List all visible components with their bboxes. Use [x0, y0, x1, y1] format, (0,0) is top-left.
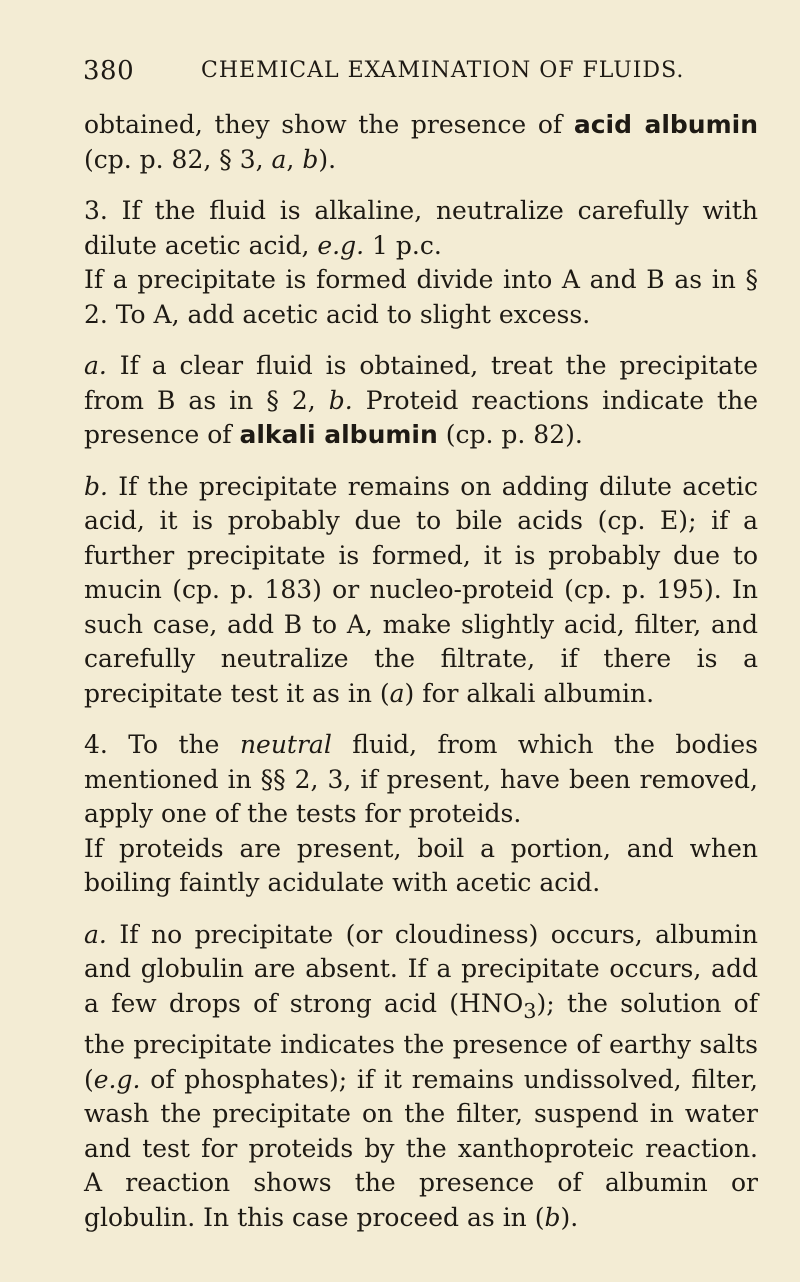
term-acid-albumin: acid albumin — [573, 110, 758, 139]
page-number: 380 — [83, 56, 135, 86]
page-header — [83, 56, 723, 92]
term-alkali-albumin: alkali albumin — [239, 420, 438, 449]
paragraph-3a: a. If a clear fluid is obtained, treat the precipitate from B as in § 2, b. Proteid reactions indicate the presence of alkali albumin (cp. p. 82). — [84, 351, 758, 449]
paragraph-3: 3. If the fluid is alkaline, neutralize carefully with dilute acetic acid, e.g. 1 p.c. — [84, 196, 758, 260]
paragraph-4a: a. If no precipitate (or cloudiness) occurs, albumin and globulin are absent. If a precipitate occurs, add a few drops of strong acid $(HNO_3)$; the solution of the precipitate indicates the presence of earthy salts (e.g. of phosphates); if it remains undissolved, filter, wash the precipitate on the filter, suspend in water and test for proteids by the xanthoproteic reaction. A reaction shows the presence of albumin or globulin. In this case proceed as in (b). — [84, 919, 758, 1232]
paragraph-3b: b. If the precipitate remains on adding dilute acetic acid, it is probably due to bile acids (cp. E); if a further precipitate is formed, it is probably due to mucin (cp. p. 183) or nucleo-proteid (cp. p. 195). In such case, add B to A, make slightly acid, filter, and carefully neutralize the filtrate, if there is a precipitate test it as in (a) for alkali albumin. — [84, 471, 758, 708]
body-text — [84, 108, 758, 1235]
paragraph-4: 4. To the neutral fluid, from which the bodies mentioned in §§ 2, 3, if present, have been removed, apply one of the tests for proteids. — [84, 730, 758, 828]
paragraph-3-continued: If a precipitate is formed divide into A and B as in § 2. To A, add acetic acid to slight excess. — [84, 265, 758, 329]
paragraph-4-continued: If proteids are present, boil a portion, and when boiling faintly acidulate with acetic acid. — [84, 833, 758, 897]
running-head: CHEMICAL EXAMINATION OF FLUIDS. — [201, 58, 685, 83]
paragraph-1: obtained, they show the presence of acid albumin (cp. p. 82, § 3, a, b). — [84, 110, 758, 174]
